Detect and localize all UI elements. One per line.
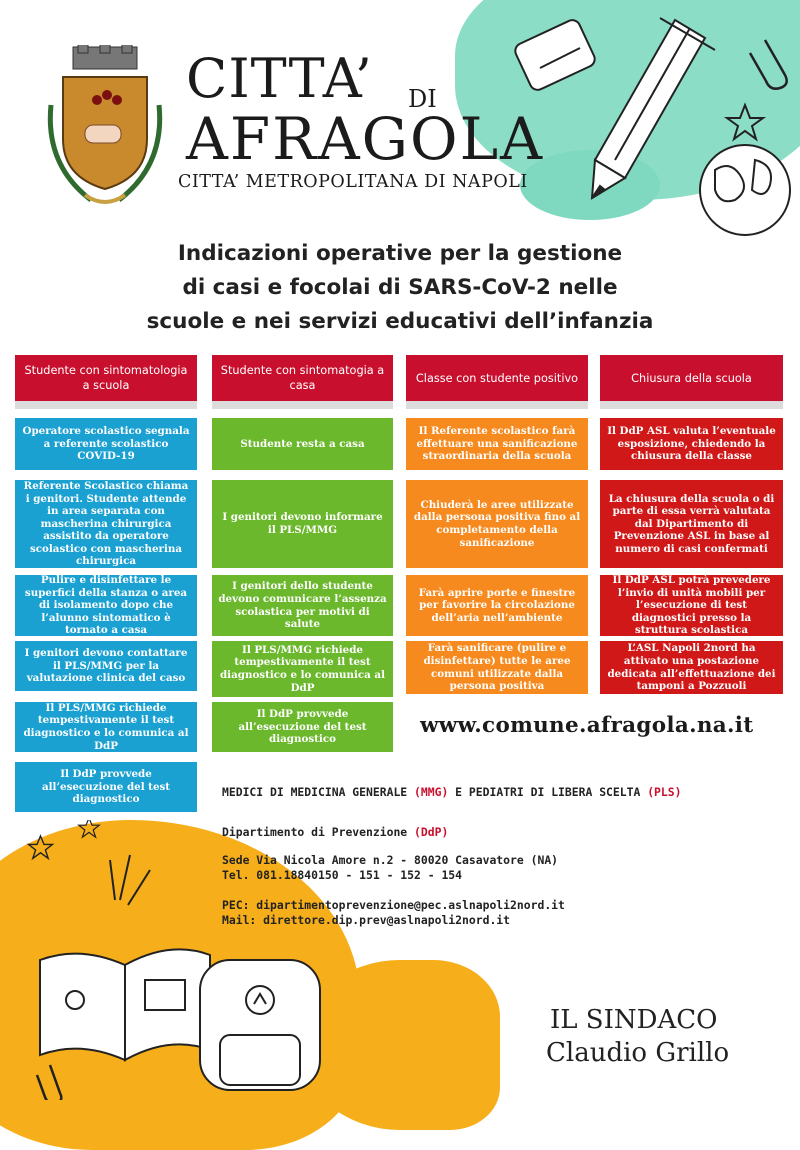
pencil-icon bbox=[592, 18, 715, 198]
step-card: Il DdP provvede all’esecuzione del test diagnostico bbox=[212, 702, 393, 752]
step-card: Referente Scolastico chiama i genitori. Studente attende in area separata con mascherina chirurgica assistito da operatore scolastico con mascherina chirurgica bbox=[15, 480, 197, 568]
telephone-line: Tel. 081.18840150 - 151 - 152 - 154 bbox=[222, 868, 463, 882]
step-card: I genitori devono informare il PLS/MMG bbox=[212, 480, 393, 568]
paperclip-icon bbox=[37, 1065, 61, 1100]
headline-line: scuole e nei servizi educativi dell’infanzia bbox=[146, 309, 654, 334]
eraser-icon bbox=[513, 18, 598, 93]
step-card: Il DdP ASL valuta l’eventuale esposizione, chiedendo la chiusura della classe bbox=[600, 418, 783, 470]
step-card: Studente resta a casa bbox=[212, 418, 393, 470]
medici-text: E PEDIATRI DI LIBERA SCELTA bbox=[448, 785, 648, 799]
column-header-chiusura-scuola: Chiusura della scuola bbox=[600, 355, 783, 401]
website-link[interactable]: www.comune.afragola.na.it bbox=[420, 713, 754, 738]
pls-abbr: (PLS) bbox=[647, 785, 682, 799]
step-card: Operatore scolastico segnala a referente scolastico COVID-19 bbox=[15, 418, 197, 470]
title-afragola: AFRAGOLA bbox=[186, 105, 544, 173]
mayor-name: Claudio Grillo bbox=[546, 1038, 730, 1068]
school-doodles-bottom bbox=[20, 820, 380, 1100]
step-card: La chiusura della scuola o di parte di essa verrà valutata dal Dipartimento di Prevenzione ASL in base al numero di casi confermati bbox=[600, 480, 783, 568]
column-header-classe-positivo: Classe con studente positivo bbox=[406, 355, 588, 401]
step-card: Il PLS/MMG richiede tempestivamente il test diagnostico e lo comunica al DdP bbox=[15, 702, 197, 752]
headline-line: di casi e focolai di SARS-CoV-2 nelle bbox=[182, 275, 618, 300]
coat-of-arms bbox=[45, 45, 165, 210]
headline-line: Indicazioni operative per la gestione bbox=[177, 241, 623, 266]
step-card: Farà sanificare (pulire e disinfettare) tutte le aree comuni utilizzate dalla persona positiva bbox=[406, 641, 588, 694]
step-card: Chiuderà le aree utilizzate dalla persona positiva fino al completamento della sanificazione bbox=[406, 480, 588, 568]
open-book-icon bbox=[40, 949, 210, 1060]
paperclip-icon bbox=[750, 40, 787, 89]
mayor-role: IL SINDACO bbox=[550, 1005, 718, 1035]
step-card: L’ASL Napoli 2nord ha attivato una postazione dedicata all’effettuazione dei tamponi a Pozzuoli bbox=[600, 641, 783, 694]
medici-text: MEDICI DI MEDICINA GENERALE bbox=[222, 785, 415, 799]
column-header-sintomatologia-scuola: Studente con sintomatologia a scuola bbox=[15, 355, 197, 401]
lightbulb-icon bbox=[29, 820, 150, 905]
globe-icon bbox=[700, 145, 790, 235]
subtitle-citta-metropolitana: CITTA’ METROPOLITANA DI NAPOLI bbox=[178, 172, 528, 192]
address-line: Sede Via Nicola Amore n.2 - 80020 Casavatore (NA) bbox=[222, 853, 559, 867]
pec-line: PEC: dipartimentoprevenzione@pec.aslnapoli2nord.it bbox=[222, 898, 565, 912]
step-card: Il PLS/MMG richiede tempestivamente il test diagnostico e lo comunica al DdP bbox=[212, 641, 393, 697]
title-citta: CITTA’ bbox=[186, 47, 373, 110]
star-icon bbox=[727, 105, 763, 139]
title-di: DI bbox=[408, 85, 437, 113]
page-headline bbox=[80, 237, 720, 339]
mail-line: Mail: direttore.dip.prev@aslnapoli2nord.it bbox=[222, 913, 511, 927]
step-card: I genitori devono contattare il PLS/MMG per la valutazione clinica del caso bbox=[15, 641, 197, 691]
step-card: Il Referente scolastico farà effettuare una sanificazione straordinaria della scuola bbox=[406, 418, 588, 470]
step-card: I genitori dello studente devono comunicare l’assenza scolastica per motivi di salute bbox=[212, 575, 393, 636]
school-doodles-top bbox=[500, 0, 800, 250]
medici-line bbox=[222, 785, 682, 799]
mmg-abbr: (MMG) bbox=[414, 785, 449, 799]
step-card: Il DdP provvede all’esecuzione del test diagnostico bbox=[15, 762, 197, 812]
backpack-icon bbox=[200, 960, 320, 1090]
step-card: Farà aprire porte e finestre per favorire la circolazione dell’aria nell’ambiente bbox=[406, 575, 588, 636]
dipartimento-text: Dipartimento di Prevenzione bbox=[222, 825, 415, 839]
step-card: Il DdP ASL potrà prevedere l’invio di unità mobili per l’esecuzione di test diagnostici presso la struttura scolastica bbox=[600, 575, 783, 636]
ddp-abbr: (DdP) bbox=[414, 825, 449, 839]
step-card: Pulire e disinfettare le superfici della stanza o area di isolamento dopo che l’alunno sintomatico è tornato a casa bbox=[15, 575, 197, 636]
column-header-sintomatologia-casa: Studente con sintomatogia a casa bbox=[212, 355, 393, 401]
